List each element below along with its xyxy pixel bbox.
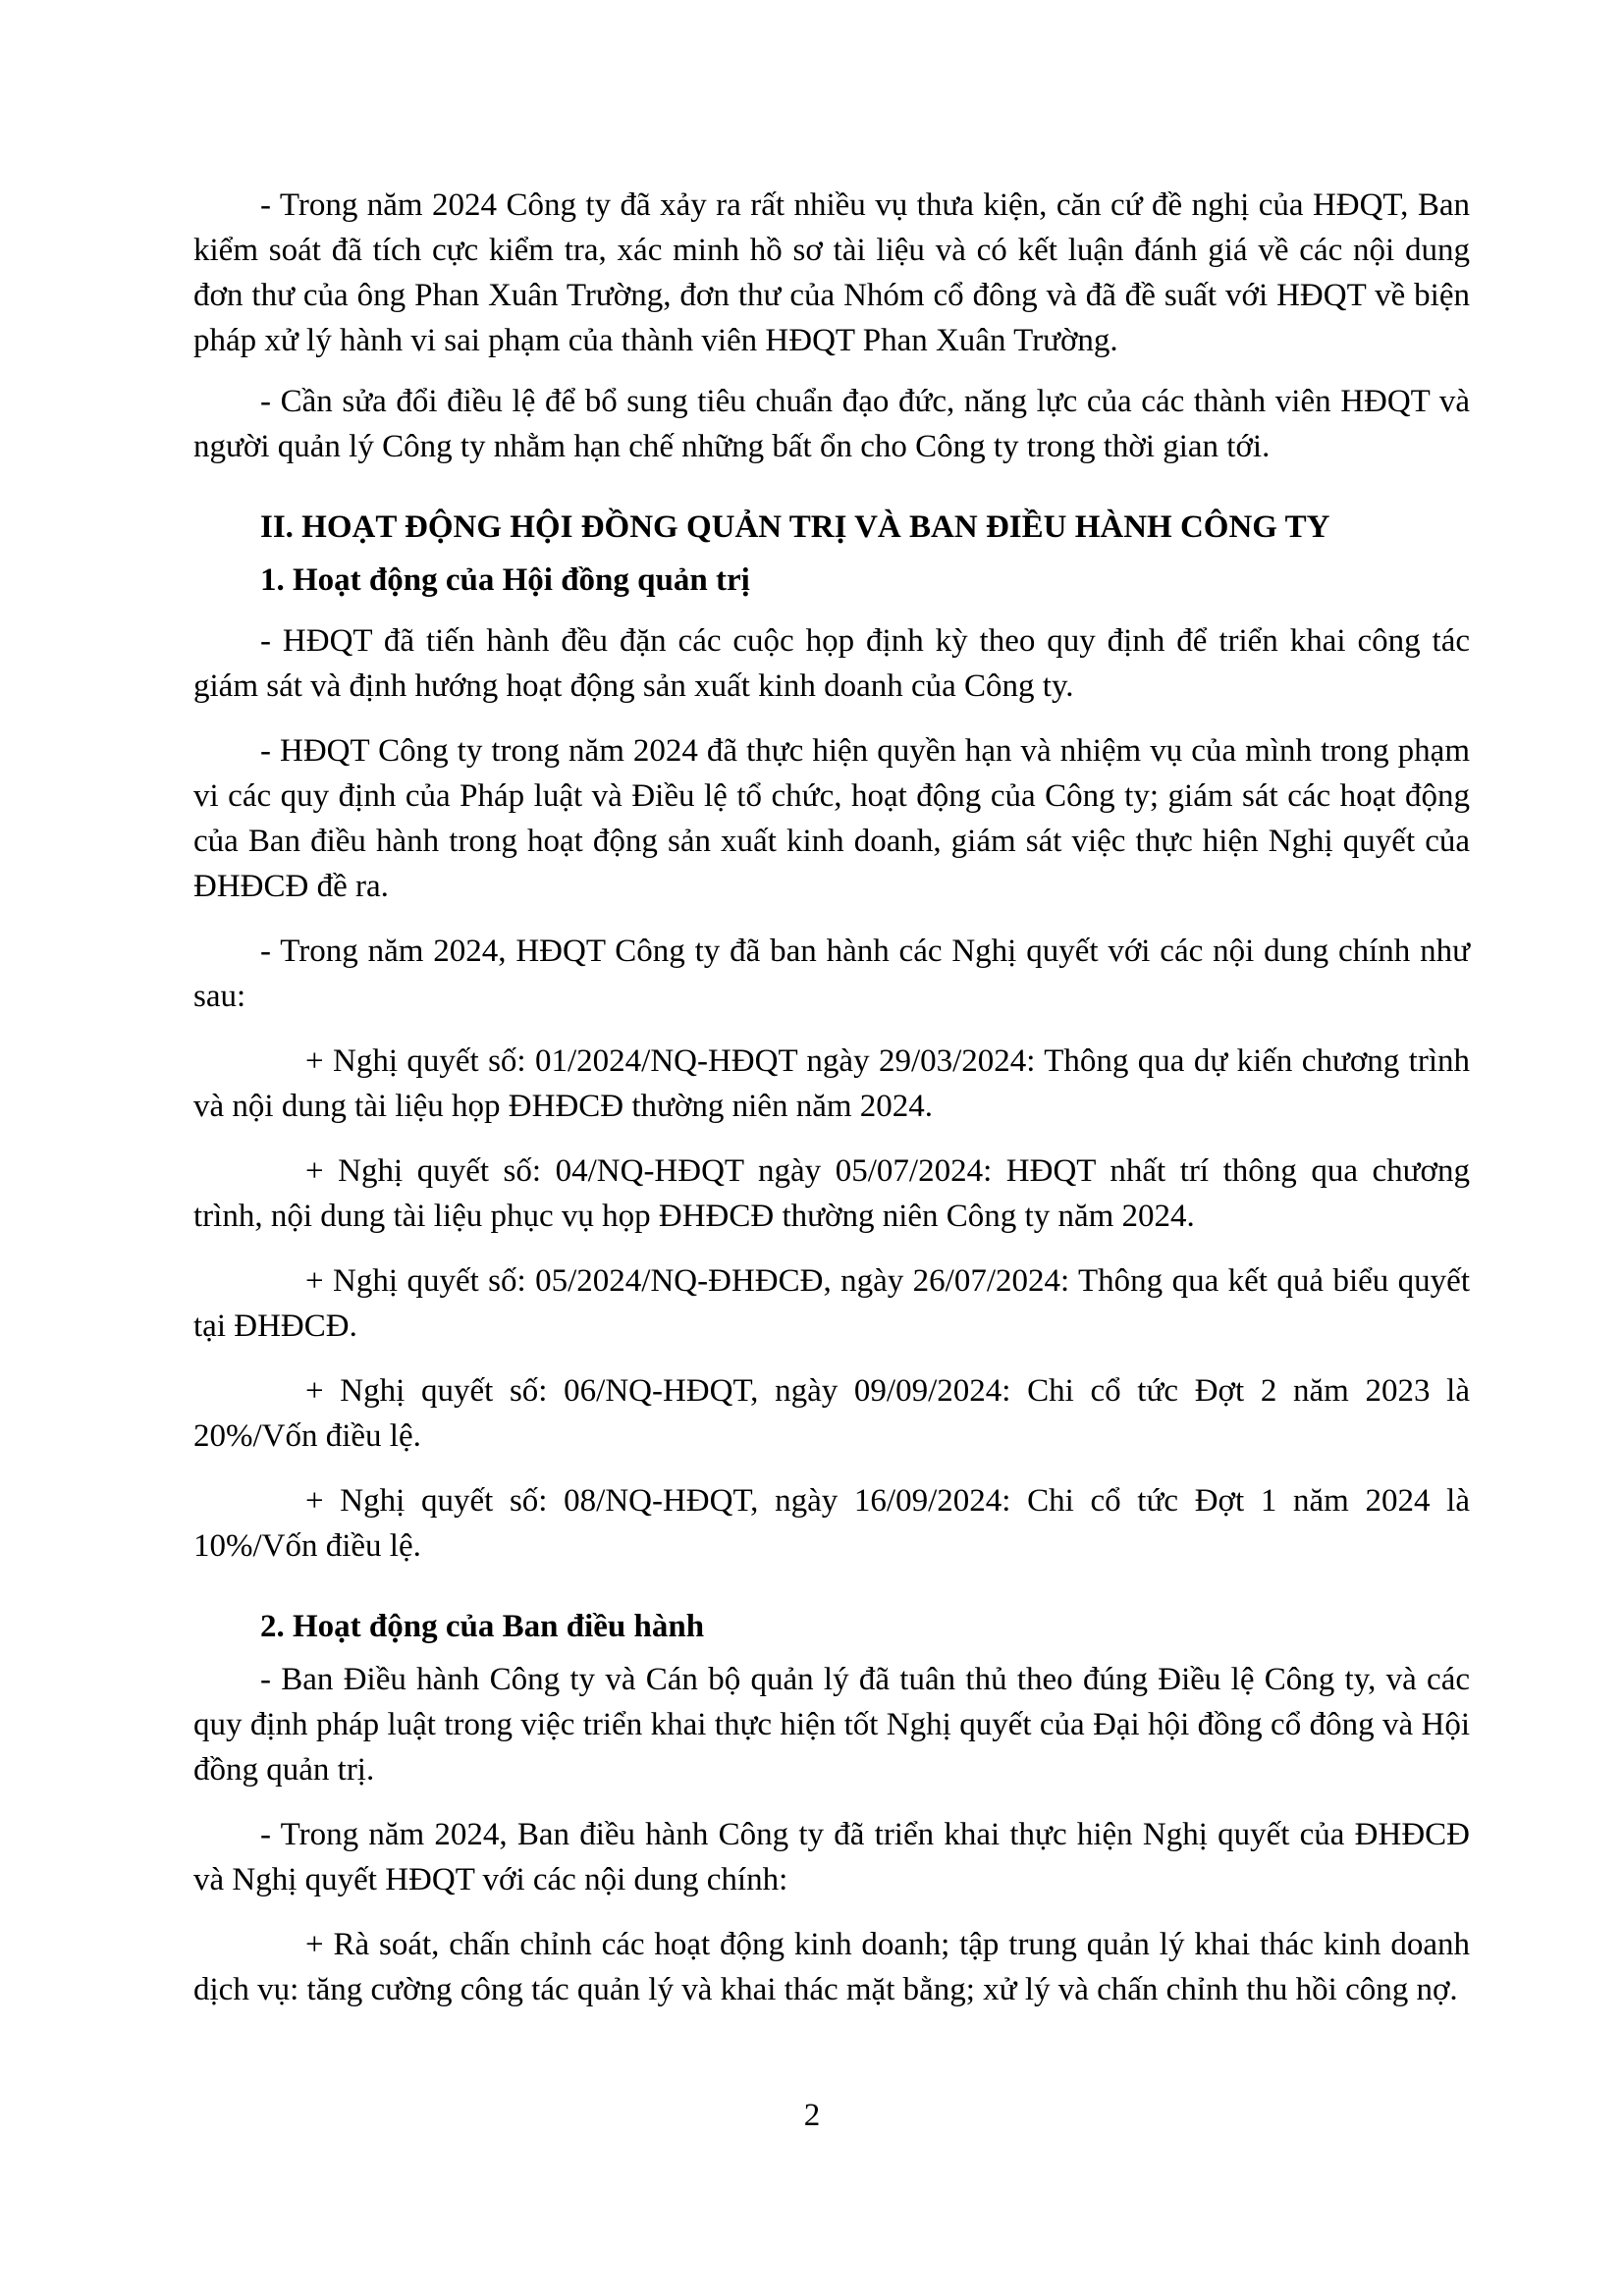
executive-action-item: + Rà soát, chấn chỉnh các hoạt động kinh doanh; tập trung quản lý khai thác kinh doanh dịch vụ: tăng cường công tác quản lý và khai thác mặt bằng; xử lý và chấn chỉnh thu hồi công nợ. xyxy=(193,1927,1470,2007)
paragraph-charter-amendment: - Cần sửa đổi điều lệ để bổ sung tiêu chuẩn đạo đức, năng lực của các thành viên HĐQT và người quản lý Công ty nhằm hạn chế những bất ổn cho Công ty trong thời gian tới. xyxy=(193,384,1470,464)
resolution-item: + Nghị quyết số: 01/2024/NQ-HĐQT ngày 29/03/2024: Thông qua dự kiến chương trình và nội dung tài liệu họp ĐHĐCĐ thường niên năm 2024. xyxy=(193,1043,1470,1124)
paragraph-board-meetings: - HĐQT đã tiến hành đều đặn các cuộc họp định kỳ theo quy định để triển khai công tác giám sát và định hướng hoạt động sản xuất kinh doanh của Công ty. xyxy=(193,623,1470,704)
resolution-item: + Nghị quyết số: 05/2024/NQ-ĐHĐCĐ, ngày 26/07/2024: Thông qua kết quả biểu quyết tại ĐHĐCĐ. xyxy=(193,1263,1470,1344)
page-content xyxy=(193,183,1470,2012)
paragraph-executive-implementation: - Trong năm 2024, Ban điều hành Công ty đã triển khai thực hiện Nghị quyết của ĐHĐCĐ và Nghị quyết HĐQT với các nội dung chính: xyxy=(193,1817,1470,1897)
resolution-item: + Nghị quyết số: 04/NQ-HĐQT ngày 05/07/2024: HĐQT nhất trí thông qua chương trình, nội dung tài liệu phục vụ họp ĐHĐCĐ thường niên Công ty năm 2024. xyxy=(193,1153,1470,1234)
section-ii-heading: II. HOẠT ĐỘNG HỘI ĐỒNG QUẢN TRỊ VÀ BAN ĐIỀU HÀNH CÔNG TY xyxy=(260,509,1330,545)
page-number: 2 xyxy=(803,2098,821,2133)
resolution-item: + Nghị quyết số: 08/NQ-HĐQT, ngày 16/09/2024: Chi cổ tức Đợt 1 năm 2024 là 10%/Vốn điều lệ. xyxy=(193,1483,1470,1564)
section-2-heading: 2. Hoạt động của Ban điều hành xyxy=(260,1609,705,1644)
section-1-heading: 1. Hoạt động của Hội đồng quản trị xyxy=(260,562,750,598)
resolution-item: + Nghị quyết số: 06/NQ-HĐQT, ngày 09/09/2024: Chi cổ tức Đợt 2 năm 2023 là 20%/Vốn điều lệ. xyxy=(193,1373,1470,1454)
paragraph-lawsuits: - Trong năm 2024 Công ty đã xảy ra rất nhiều vụ thưa kiện, căn cứ đề nghị của HĐQT, Ban kiểm soát đã tích cực kiểm tra, xác minh hồ sơ tài liệu và có kết luận đánh giá về các nội dung đơn thư của ông Phan Xuân Trường, đơn thư của Nhóm cổ đông và đã đề suất với HĐQT về biện pháp xử lý hành vi sai phạm của thành viên HĐQT Phan Xuân Trường. xyxy=(193,187,1470,358)
paragraph-executive-compliance: - Ban Điều hành Công ty và Cán bộ quản lý đã tuân thủ theo đúng Điều lệ Công ty, và các quy định pháp luật trong việc triển khai thực hiện tốt Nghị quyết của Đại hội đồng cổ đông và Hội đồng quản trị. xyxy=(193,1662,1470,1788)
paragraph-board-authority: - HĐQT Công ty trong năm 2024 đã thực hiện quyền hạn và nhiệm vụ của mình trong phạm vi các quy định của Pháp luật và Điều lệ tổ chức, hoạt động của Công ty; giám sát các hoạt động của Ban điều hành trong hoạt động sản xuất kinh doanh, giám sát việc thực hiện Nghị quyết của ĐHĐCĐ đề ra. xyxy=(193,733,1470,904)
paragraph-board-resolutions-intro: - Trong năm 2024, HĐQT Công ty đã ban hành các Nghị quyết với các nội dung chính như sau: xyxy=(193,934,1470,1014)
